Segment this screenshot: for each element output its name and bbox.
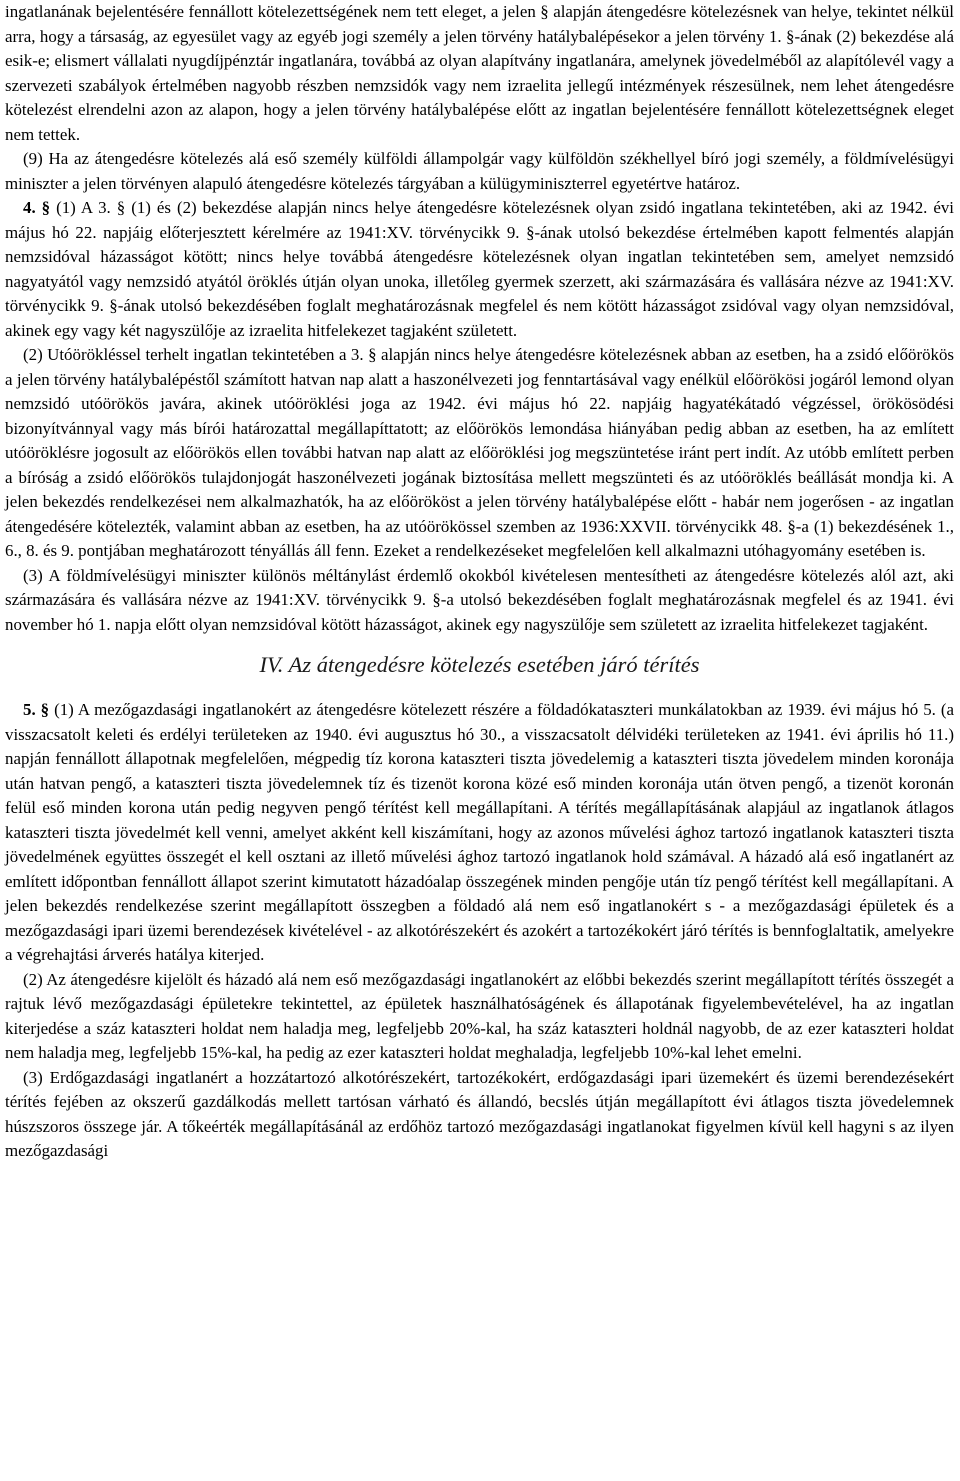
section-4-paragraph-3: (3) A földmívelésügyi miniszter különös méltánylást érdemlő okokból kivételesen mentesítheti az átengedésre kötelezés alól azt, aki származására és vallására nézve az 1941:XV. törvénycikk 9. §-a utolsó bekezdésében foglalt meghatározásnak megfelel és az 1941. évi november hó 1. napja előtt olyan nemzsidóval kötött házasságot, akinek egy nagyszülője sem született az izraelita hitfelekezet tagjaként. bbox=[5, 565, 954, 634]
section-5-paragraph-3: (3) Erdőgazdasági ingatlanért a hozzátartozó alkotórészekért, tartozékokért, erdőgazdasági ipari üzemekért és üzemi berendezésekért térítés fejében az okszerű gazdálkodás mellett tartósan várható és állandó, becslés útján megállapított évi átlagos tiszta jövedelemnek húszszoros összege jár. A tőkeérték megállapításánál az erdőhöz tartozó mezőgazdasági ingatlanokat figyelmen kívül kell hagyni s az ilyen mezőgazdasági bbox=[5, 1067, 954, 1160]
section-4-paragraph-1 bbox=[5, 196, 954, 343]
chapter-heading: IV. Az átengedésre kötelezés esetében járó térítés bbox=[259, 652, 700, 677]
section-4-paragraph-1-text: (1) A 3. § (1) és (2) bekezdése alapján nincs helye átengedésre kötelezésnek olyan zsidó ingatlana tekintetében, aki az 1942. évi május hó 22. napjáig előterjesztett kérelmére az 1941:XV. törvénycikk 9. §-ának utolsó bekezdése értelmében kapott felmentés alapján nemzsidóval házasságot kötött; nincs helye továbbá átengedésre kötelezésnek olyan ingatlan tekintetében sem, amelyet nemzsidó nagyatyától vagy nemzsidó atyától öröklés útján olyan unoka, illetőleg gyermek szerzett, aki származására és vallására nézve az 1941:XV. törvénycikk 9. §-ának utolsó bekezdésében foglalt meghatározásnak megfelel és nem kötött házasságot zsidóval vagy olyan nemzsidóval, akinek egy vagy két nagyszülője az izraelita hitfelekezet tagjaként született. bbox=[5, 198, 954, 340]
section-number-4: 4. § bbox=[23, 198, 51, 217]
section-5-paragraph-1 bbox=[5, 698, 954, 968]
section-5-paragraph-1-text: (1) A mezőgazdasági ingatlanokért az átengedésre kötelezett részére a földadókataszteri munkálatokban az 1939. évi május hó 5. (a visszacsatolt keleti és erdélyi területeken az 1940. évi augusztus hó 30., a visszacsatolt délvidéki területeken az 1941. évi április hó 11.) napján fennállott állapotnak megfelelően, mégpedig tíz korona kataszteri tiszta jövedelemig a kataszteri tiszta jövedelem minden koronája után hatvan pengő, a kataszteri tiszta jövedelemnek tíz és tizenöt korona közé eső minden koronája után ötven pengő, a tizenöt koronán felül eső minden korona után pedig negyven pengő térítést kell megállapítani. A térítés megállapításának alapjául az ingatlanok átlagos kataszteri tiszta jövedelmét kell venni, amelyet akként kell kiszámítani, hogy az azonos művelési ághoz tartozó ingatlanok kataszteri tiszta jövedelmének együttes összegét el kell osztani az illető művelési ághoz tartozó ingatlanok hold számával. A házadó alá eső ingatlanért az említett időpontban fennállott állapot szerint kimutatott házadóalap összegének minden pengője után tíz pengő térítést kell megállapítani. A jelen bekezdés rendelkezése szerint megállapított összegben a földadó alá nem eső ingatlanokért s - a mezőgazdasági épületek és a mezőgazdasági ipari üzemi berendezések kivételével - az alkotórészekért és azokért a tartozékokért járó térítés is bennfoglaltatik, amelyekre a végrehajtási árverés hatálya kiterjed. bbox=[5, 700, 954, 964]
paragraph-continuation: ingatlanának bejelentésére fennállott kötelezettségének nem tett eleget, a jelen § alapján átengedésre kötelezésnek van helye, tekintet nélkül arra, hogy a társaság, az egyesület vagy az egyéb jogi személy a jelen törvény hatálybalépésekor a jelen törvény 1. §-ának (2) bekezdése alá esik-e; elismert vállalati nyugdíjpénztár ingatlanára, továbbá az olyan alapítvány ingatlanára, amelynek jövedelméből az alapítólevél vagy a szervezeti szabályok értelmében nagyobb részben nemzsidók vagy nem izraelita jellegű intézmények részesülnek, nem lehet átengedésre kötelezést elrendelni azon az alapon, hogy a jelen törvény hatálybalépése előtt az ingatlan bejelentésére fennállott kötelezettségnek eleget nem tettek. bbox=[5, 2, 954, 144]
section-5-paragraph-2: (2) Az átengedésre kijelölt és házadó alá nem eső mezőgazdasági ingatlanokért az előbbi bekezdés szerint megállapított térítés összegét a rajtuk lévő mezőgazdasági épületekre tekintettel, az épületek használhatóságének és állapotának figyelembevételével, ha az ingatlan kiterjedése a száz kataszteri holdat nem haladja meg, legfeljebb 20%-kal, ha száz kataszteri holdnál nagyobb, de az ezer kataszteri holdat nem haladja meg, legfeljebb 15%-kal, ha pedig az ezer kataszteri holdat meghaladja, legfeljebb 10%-kal lehet emelni. bbox=[5, 969, 954, 1062]
section-number-5: 5. § bbox=[23, 700, 50, 719]
section-4-paragraph-2: (2) Utóörökléssel terhelt ingatlan tekintetében a 3. § alapján nincs helye átengedésre kötelezésnek abban az esetben, ha a zsidó előörökös a jelen törvény hatálybalépéstől számított hatvan nap alatt a haszonélvezeti jog fenntartásával vagy enélkül előörökösi jogáról lemond olyan nemzsidó utóörökös javára, akinek utóöröklési joga az 1942. évi május hó 22. napjáig hagyatékátadó végzéssel, örökösödési bizonyítvánnyal vagy más bírói határozattal megállapíttatott; az előörökös lemondása hiányában pedig abban az esetben, ha az említett utóöröklésre jogosult az előörökös ellen további hatvan nap alatt az előöröklési jog megszüntetése iránt pert indít. Az utóbb említett perben a bíróság a zsidó előörökös tulajdonjogát haszonélvezeti jogának biztosítása mellett megszünteti és az utóöröklés beállását mondja ki. A jelen bekezdés rendelkezései nem alkalmazhatók, ha az előörököst a jelen törvény hatálybalépése előtt - habár nem jogerősen - az ingatlan átengedésére kötelezték, valamint abban az esetben, ha az utóörökössel szemben az 1936:XXVII. törvénycikk 48. §-a (1) bekezdésének 1., 6., 8. és 9. pontjában meghatározott tényállás áll fenn. Ezeket a rendelkezéseket megfelelően kell alkalmazni utóhagyomány esetében is. bbox=[5, 345, 954, 560]
paragraph-3-9: (9) Ha az átengedésre kötelezés alá eső személy külföldi állampolgár vagy külföldön székhellyel bíró jogi személy, a földmívelésügyi miniszter a jelen törvényen alapuló átengedésre kötelezés tárgyában a külügyminiszterrel egyetértve határoz. bbox=[5, 149, 954, 193]
